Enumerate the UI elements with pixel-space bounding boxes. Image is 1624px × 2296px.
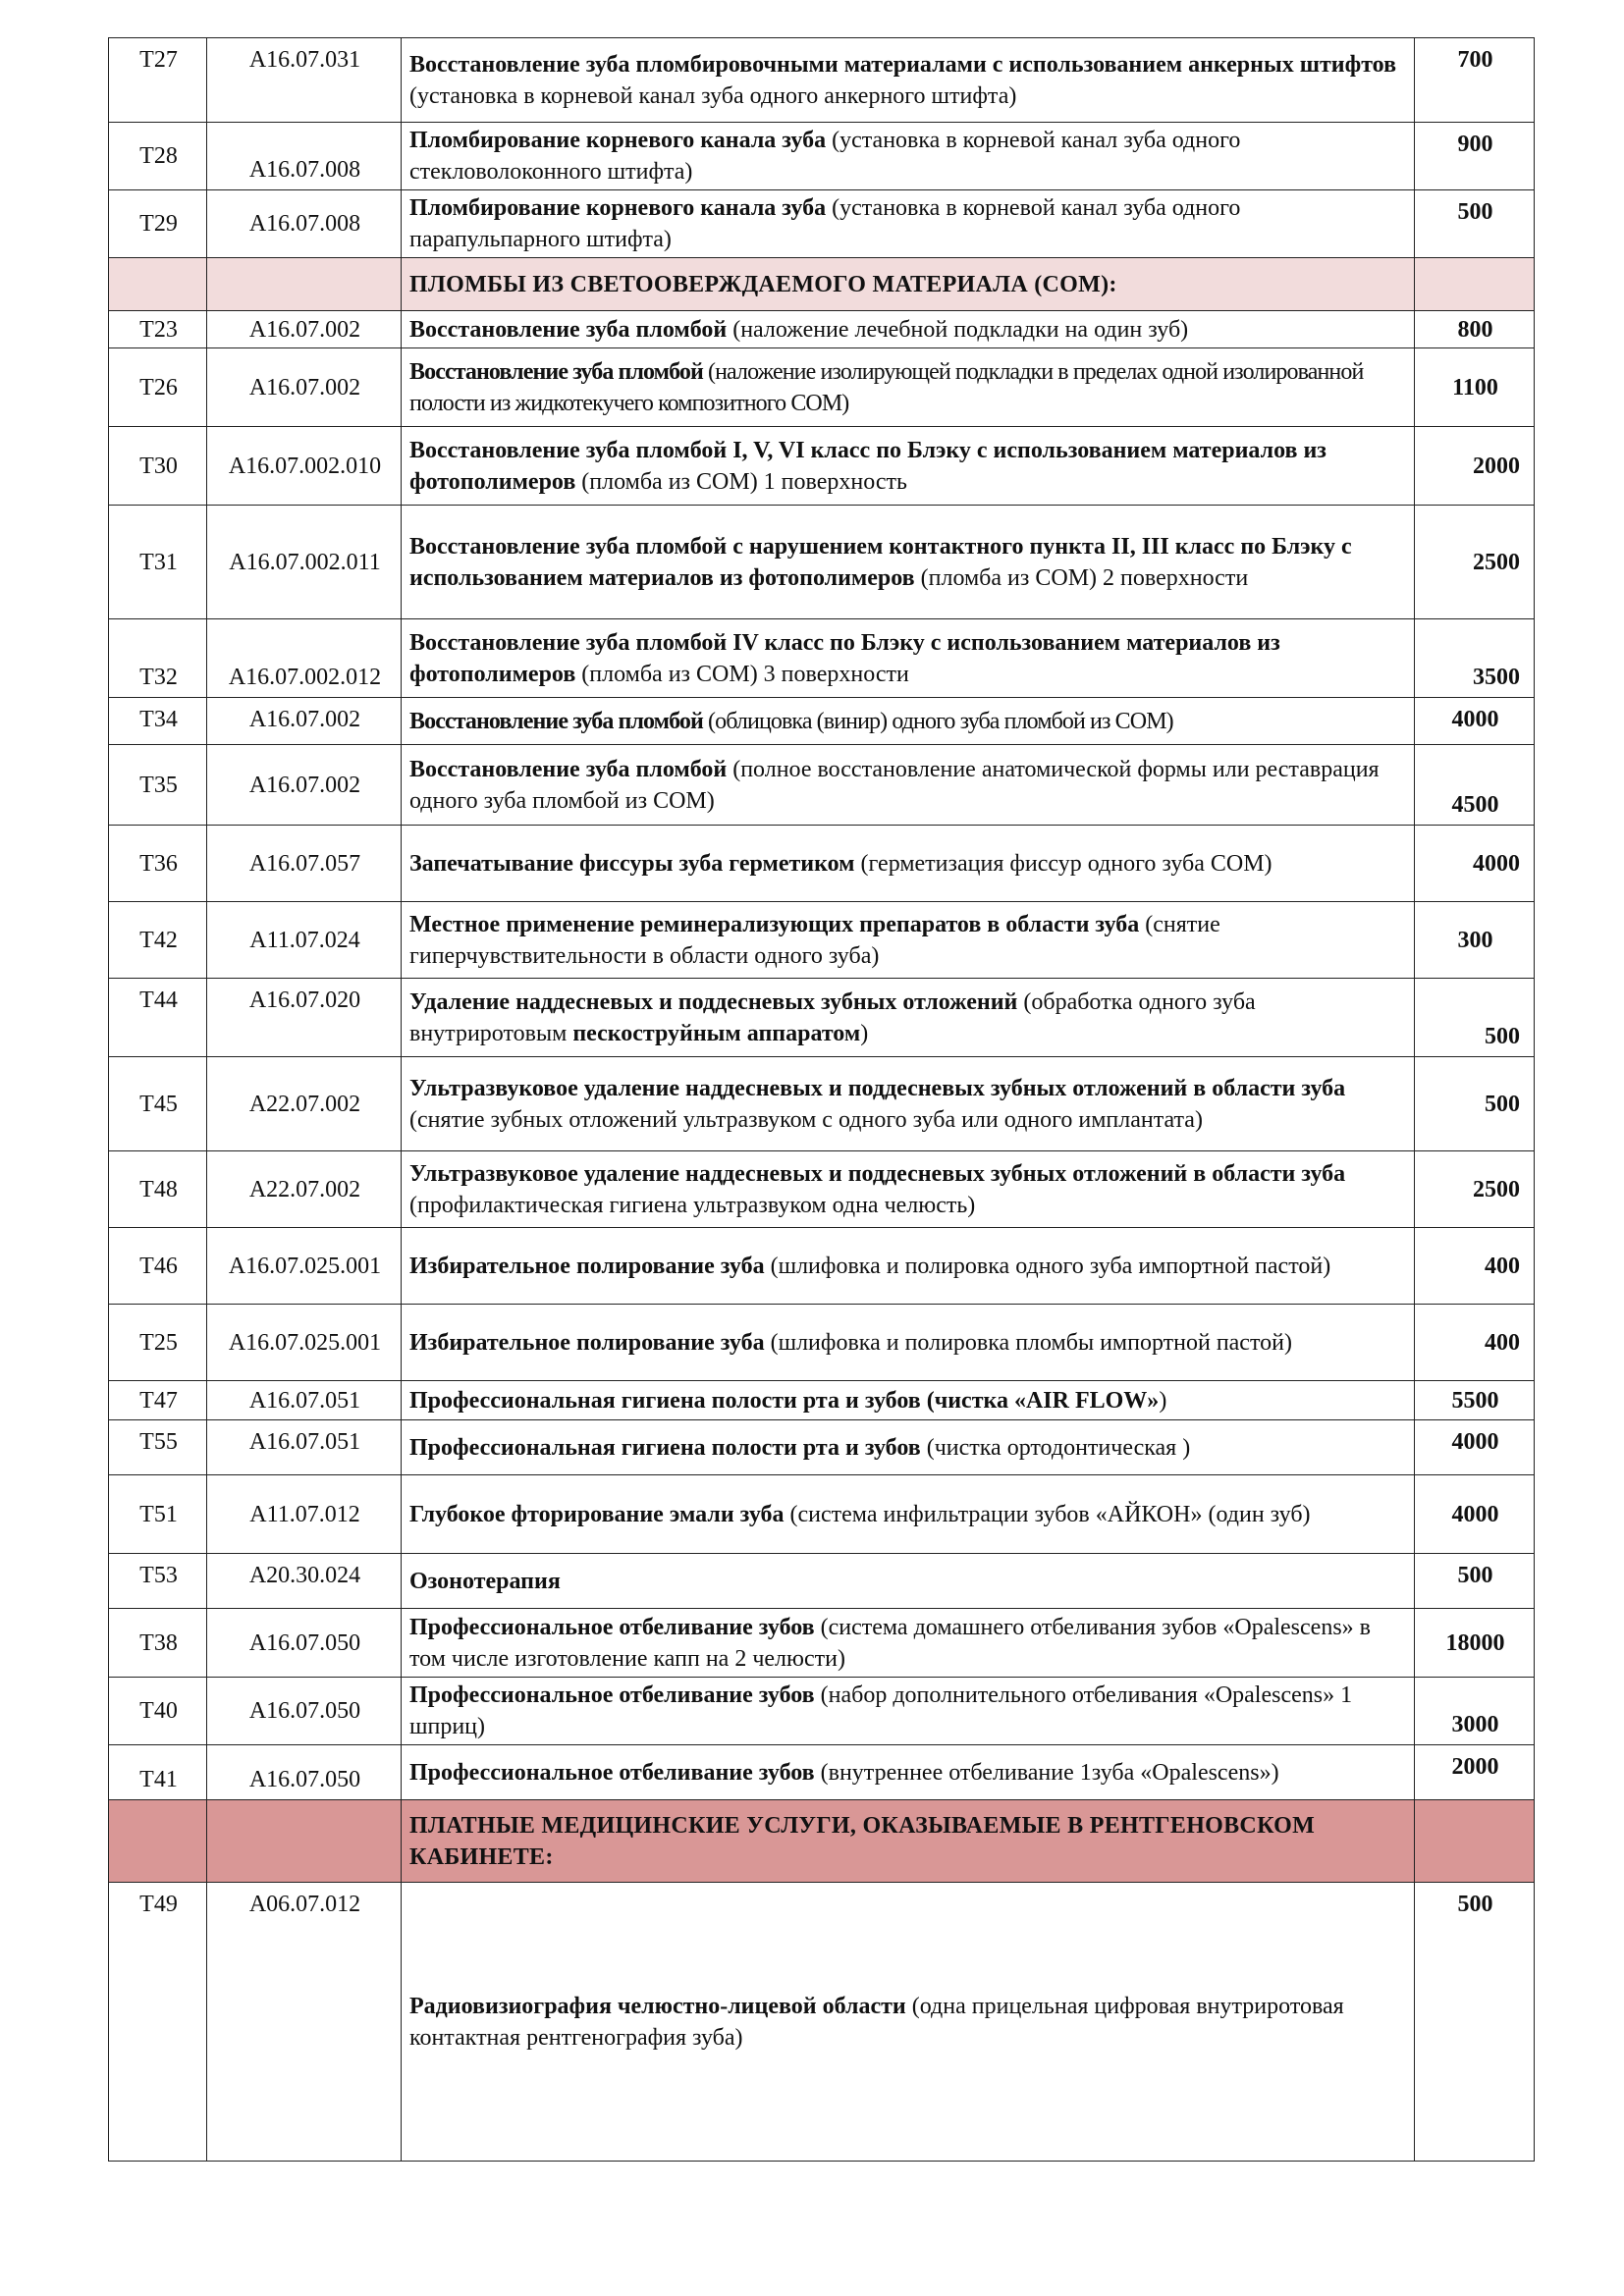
service-description — [402, 619, 1415, 698]
table-row — [109, 698, 1535, 745]
service-name: Озонотерапия — [409, 1568, 561, 1594]
service-article: А06.07.012 — [207, 1883, 402, 2162]
service-code: Т28 — [109, 123, 207, 190]
service-article: А16.07.008 — [207, 190, 402, 258]
service-price: 900 — [1415, 123, 1535, 190]
table-row — [109, 348, 1535, 427]
service-details: (система домашнего отбеливания зубов «Opalescens» в том числе изготовление капп на 2 челюсти) — [409, 1614, 1371, 1672]
service-code: Т53 — [109, 1554, 207, 1609]
service-price: 3000 — [1415, 1678, 1535, 1745]
service-details: (пломба из СОМ) 1 поверхность — [575, 468, 907, 495]
service-article: А22.07.002 — [207, 1151, 402, 1228]
service-price: 400 — [1415, 1228, 1535, 1305]
service-name: Восстановление зуба пломбой IV класс по Блэку с использованием материалов из фотополимеров — [409, 629, 1280, 687]
service-details: (внутреннее отбеливание 1зуба «Opalescens») — [814, 1759, 1279, 1786]
service-description — [402, 1228, 1415, 1305]
service-details: (чистка ортодонтическая ) — [920, 1434, 1191, 1461]
service-name: Профессиональное отбеливание зубов — [409, 1682, 815, 1708]
service-article: А16.07.057 — [207, 826, 402, 902]
service-name: Восстановление зуба пломбой — [409, 358, 703, 385]
service-price: 2500 — [1415, 506, 1535, 619]
service-code: Т49 — [109, 1883, 207, 2162]
section-title: ПЛОМБЫ ИЗ СВЕТООВЕРЖДАЕМОГО МАТЕРИАЛА (СОМ): — [402, 258, 1415, 311]
service-article: А16.07.051 — [207, 1381, 402, 1420]
service-article: А20.30.024 — [207, 1554, 402, 1609]
service-name: Восстановление зуба пломбой — [409, 316, 728, 343]
service-details: (шлифовка и полировка одного зуба импортной пастой) — [764, 1253, 1331, 1279]
service-name: Радиовизиография челюстно-лицевой области — [409, 1993, 906, 2019]
service-description — [402, 826, 1415, 902]
service-details: (полное восстановление анатомической формы или реставрация одного зуба пломбой из СОМ) — [409, 756, 1380, 814]
service-code: Т23 — [109, 311, 207, 348]
service-code: Т55 — [109, 1420, 207, 1475]
table-row — [109, 1381, 1535, 1420]
service-price: 500 — [1415, 979, 1535, 1057]
table-row — [109, 1678, 1535, 1745]
service-description — [402, 1883, 1415, 2162]
service-article: А16.07.050 — [207, 1609, 402, 1678]
price-list-table — [108, 37, 1535, 2162]
table-row — [109, 979, 1535, 1057]
service-description — [402, 1151, 1415, 1228]
section-header-row — [109, 1800, 1535, 1883]
service-name: Ультразвуковое удаление наддесневых и поддесневых зубных отложений в области зуба — [409, 1160, 1346, 1187]
service-article: А16.07.002.011 — [207, 506, 402, 619]
service-details: (набор дополнительного отбеливания «Opalescens» 1 шприц) — [409, 1682, 1353, 1739]
service-description — [402, 348, 1415, 427]
service-name: Профессиональное отбеливание зубов — [409, 1614, 815, 1640]
service-name: Запечатывание фиссуры зуба герметиком — [409, 850, 855, 877]
service-name: Восстановление зуба пломбой — [409, 708, 703, 734]
service-price: 500 — [1415, 1554, 1535, 1609]
table-row — [109, 1420, 1535, 1475]
table-row — [109, 826, 1535, 902]
service-code: Т26 — [109, 348, 207, 427]
service-description — [402, 1554, 1415, 1609]
service-code: Т38 — [109, 1609, 207, 1678]
service-details: (установка в корневой канал зуба одного стекловолоконного штифта) — [409, 128, 1241, 185]
service-price: 500 — [1415, 190, 1535, 258]
service-name: Местное применение реминерализующих препаратов в области зуба — [409, 911, 1140, 937]
table-row — [109, 1554, 1535, 1609]
service-details: (обработка одного зуба внутриротовым — [409, 988, 1256, 1046]
table-row — [109, 123, 1535, 190]
service-description — [402, 38, 1415, 123]
service-article: А16.07.025.001 — [207, 1305, 402, 1381]
service-name: Профессиональное отбеливание зубов — [409, 1759, 815, 1786]
service-price: 700 — [1415, 38, 1535, 123]
service-details: (шлифовка и полировка пломбы импортной пастой) — [764, 1329, 1292, 1356]
service-details-extra: ) — [860, 1020, 869, 1046]
table-row — [109, 311, 1535, 348]
service-article: А11.07.024 — [207, 902, 402, 979]
service-details: (система инфильтрации зубов «АЙКОН» (один зуб) — [784, 1501, 1311, 1527]
service-article: А16.07.002 — [207, 311, 402, 348]
service-article: А16.07.002 — [207, 348, 402, 427]
service-description — [402, 427, 1415, 506]
service-description — [402, 1057, 1415, 1151]
service-code: Т48 — [109, 1151, 207, 1228]
table-row — [109, 1745, 1535, 1800]
table-row — [109, 1475, 1535, 1554]
service-code: Т46 — [109, 1228, 207, 1305]
service-code: Т29 — [109, 190, 207, 258]
service-name: Восстановление зуба пломбой — [409, 756, 728, 782]
service-article: А16.07.008 — [207, 123, 402, 190]
service-price: 4000 — [1415, 698, 1535, 745]
service-code: Т25 — [109, 1305, 207, 1381]
service-price: 3500 — [1415, 619, 1535, 698]
table-row — [109, 619, 1535, 698]
service-article: А16.07.050 — [207, 1678, 402, 1745]
service-description — [402, 698, 1415, 745]
service-price: 2500 — [1415, 1151, 1535, 1228]
service-price: 1100 — [1415, 348, 1535, 427]
service-code: Т35 — [109, 745, 207, 826]
service-name: Избирательное полирование зуба — [409, 1329, 765, 1356]
service-description — [402, 979, 1415, 1057]
service-description — [402, 1745, 1415, 1800]
service-article: А16.07.050 — [207, 1745, 402, 1800]
service-description — [402, 1678, 1415, 1745]
table-row — [109, 506, 1535, 619]
service-details: (наложение лечебной подкладки на один зуб) — [727, 316, 1189, 343]
service-article: А16.07.002.010 — [207, 427, 402, 506]
table-row — [109, 1151, 1535, 1228]
section-header-row — [109, 258, 1535, 311]
service-article: А11.07.012 — [207, 1475, 402, 1554]
service-description — [402, 1475, 1415, 1554]
service-description — [402, 311, 1415, 348]
service-description — [402, 1420, 1415, 1475]
service-code: Т32 — [109, 619, 207, 698]
service-price: 4500 — [1415, 745, 1535, 826]
service-name: Ультразвуковое удаление наддесневых и поддесневых зубных отложений в области зуба — [409, 1075, 1346, 1101]
table-row — [109, 1228, 1535, 1305]
service-article: А16.07.002 — [207, 745, 402, 826]
service-description — [402, 1381, 1415, 1420]
service-code: Т40 — [109, 1678, 207, 1745]
service-price: 400 — [1415, 1305, 1535, 1381]
service-description — [402, 1609, 1415, 1678]
service-price: 300 — [1415, 902, 1535, 979]
service-details: (снятие гиперчувствительности в области одного зуба) — [409, 911, 1220, 969]
service-code: Т31 — [109, 506, 207, 619]
service-code: Т27 — [109, 38, 207, 123]
service-price: 500 — [1415, 1057, 1535, 1151]
service-name: Глубокое фторирование эмали зуба — [409, 1501, 785, 1527]
service-price: 2000 — [1415, 427, 1535, 506]
service-price: 4000 — [1415, 1475, 1535, 1554]
table-row — [109, 38, 1535, 123]
table-row — [109, 1057, 1535, 1151]
service-name: Профессиональная гигиена полости рта и зубов — [409, 1434, 921, 1461]
service-name: Восстановление зуба пломбой с нарушением контактного пункта II, III класс по Блэку с использованием материалов из фотополимеров — [409, 533, 1352, 591]
service-name-extra: пескоструйным аппаратом — [572, 1020, 861, 1046]
table-row — [109, 745, 1535, 826]
service-article: А16.07.051 — [207, 1420, 402, 1475]
service-code: Т51 — [109, 1475, 207, 1554]
service-details: (установка в корневой канал зуба одного парапульпарного штифта) — [409, 195, 1241, 252]
service-code: Т34 — [109, 698, 207, 745]
table-row — [109, 427, 1535, 506]
service-name: Восстановление зуба пломбировочными материалами с использованием анкерных штифтов — [409, 51, 1397, 78]
service-article: А22.07.002 — [207, 1057, 402, 1151]
service-article: А16.07.025.001 — [207, 1228, 402, 1305]
service-price: 2000 — [1415, 1745, 1535, 1800]
service-description — [402, 1305, 1415, 1381]
service-name: Пломбирование корневого канала зуба — [409, 128, 827, 153]
service-name: Профессиональная гигиена полости рта и зубов (чистка «AIR FLOW» — [409, 1387, 1160, 1414]
service-code: Т45 — [109, 1057, 207, 1151]
service-code: Т36 — [109, 826, 207, 902]
service-description — [402, 902, 1415, 979]
service-price: 4000 — [1415, 1420, 1535, 1475]
service-details: (установка в корневой канал зуба одного анкерного штифта) — [409, 82, 1017, 109]
service-details: (облицовка (винир) одного зуба пломбой из СОМ) — [702, 708, 1173, 734]
service-code: Т41 — [109, 1745, 207, 1800]
service-description — [402, 190, 1415, 258]
table-row — [109, 1305, 1535, 1381]
service-name: Избирательное полирование зуба — [409, 1253, 765, 1279]
service-description — [402, 506, 1415, 619]
service-details: (профилактическая гигиена ультразвуком одна челюсть) — [409, 1192, 976, 1218]
service-price: 5500 — [1415, 1381, 1535, 1420]
service-price: 18000 — [1415, 1609, 1535, 1678]
service-name: Удаление наддесневых и поддесневых зубных отложений — [409, 988, 1018, 1015]
service-details: (герметизация фиссур одного зуба СОМ) — [854, 850, 1272, 877]
service-code: Т47 — [109, 1381, 207, 1420]
service-price: 4000 — [1415, 826, 1535, 902]
service-name: Пломбирование корневого канала зуба — [409, 195, 827, 221]
table-row — [109, 1883, 1535, 2162]
service-code: Т30 — [109, 427, 207, 506]
table-row — [109, 902, 1535, 979]
service-details: (одна прицельная цифровая внутриротовая контактная рентгенография зуба) — [409, 1993, 1344, 2051]
service-description — [402, 745, 1415, 826]
table-row — [109, 190, 1535, 258]
service-code: Т44 — [109, 979, 207, 1057]
service-price: 500 — [1415, 1883, 1535, 2162]
table-row — [109, 1609, 1535, 1678]
service-code: Т42 — [109, 902, 207, 979]
service-description — [402, 123, 1415, 190]
service-article: А16.07.031 — [207, 38, 402, 123]
section-title: ПЛАТНЫЕ МЕДИЦИНСКИЕ УСЛУГИ, ОКАЗЫВАЕМЫЕ В РЕНТГЕНОВСКОМ КАБИНЕТЕ: — [402, 1800, 1415, 1883]
service-price: 800 — [1415, 311, 1535, 348]
service-article: А16.07.002.012 — [207, 619, 402, 698]
service-details: (пломба из СОМ) 2 поверхности — [914, 564, 1249, 591]
service-article: А16.07.020 — [207, 979, 402, 1057]
service-details: (пломба из СОМ) 3 поверхности — [575, 661, 909, 687]
service-article: А16.07.002 — [207, 698, 402, 745]
service-details: ) — [1159, 1387, 1167, 1414]
service-details: (снятие зубных отложений ультразвуком с одного зуба или одного имплантата) — [409, 1106, 1203, 1133]
service-details: (наложение изолирующей подкладки в пределах одной изолированной полости из жидкотекучего композитного СОМ) — [409, 358, 1364, 416]
service-name: Восстановление зуба пломбой I, V, VI класс по Блэку с использованием материалов из фотополимеров — [409, 437, 1326, 495]
